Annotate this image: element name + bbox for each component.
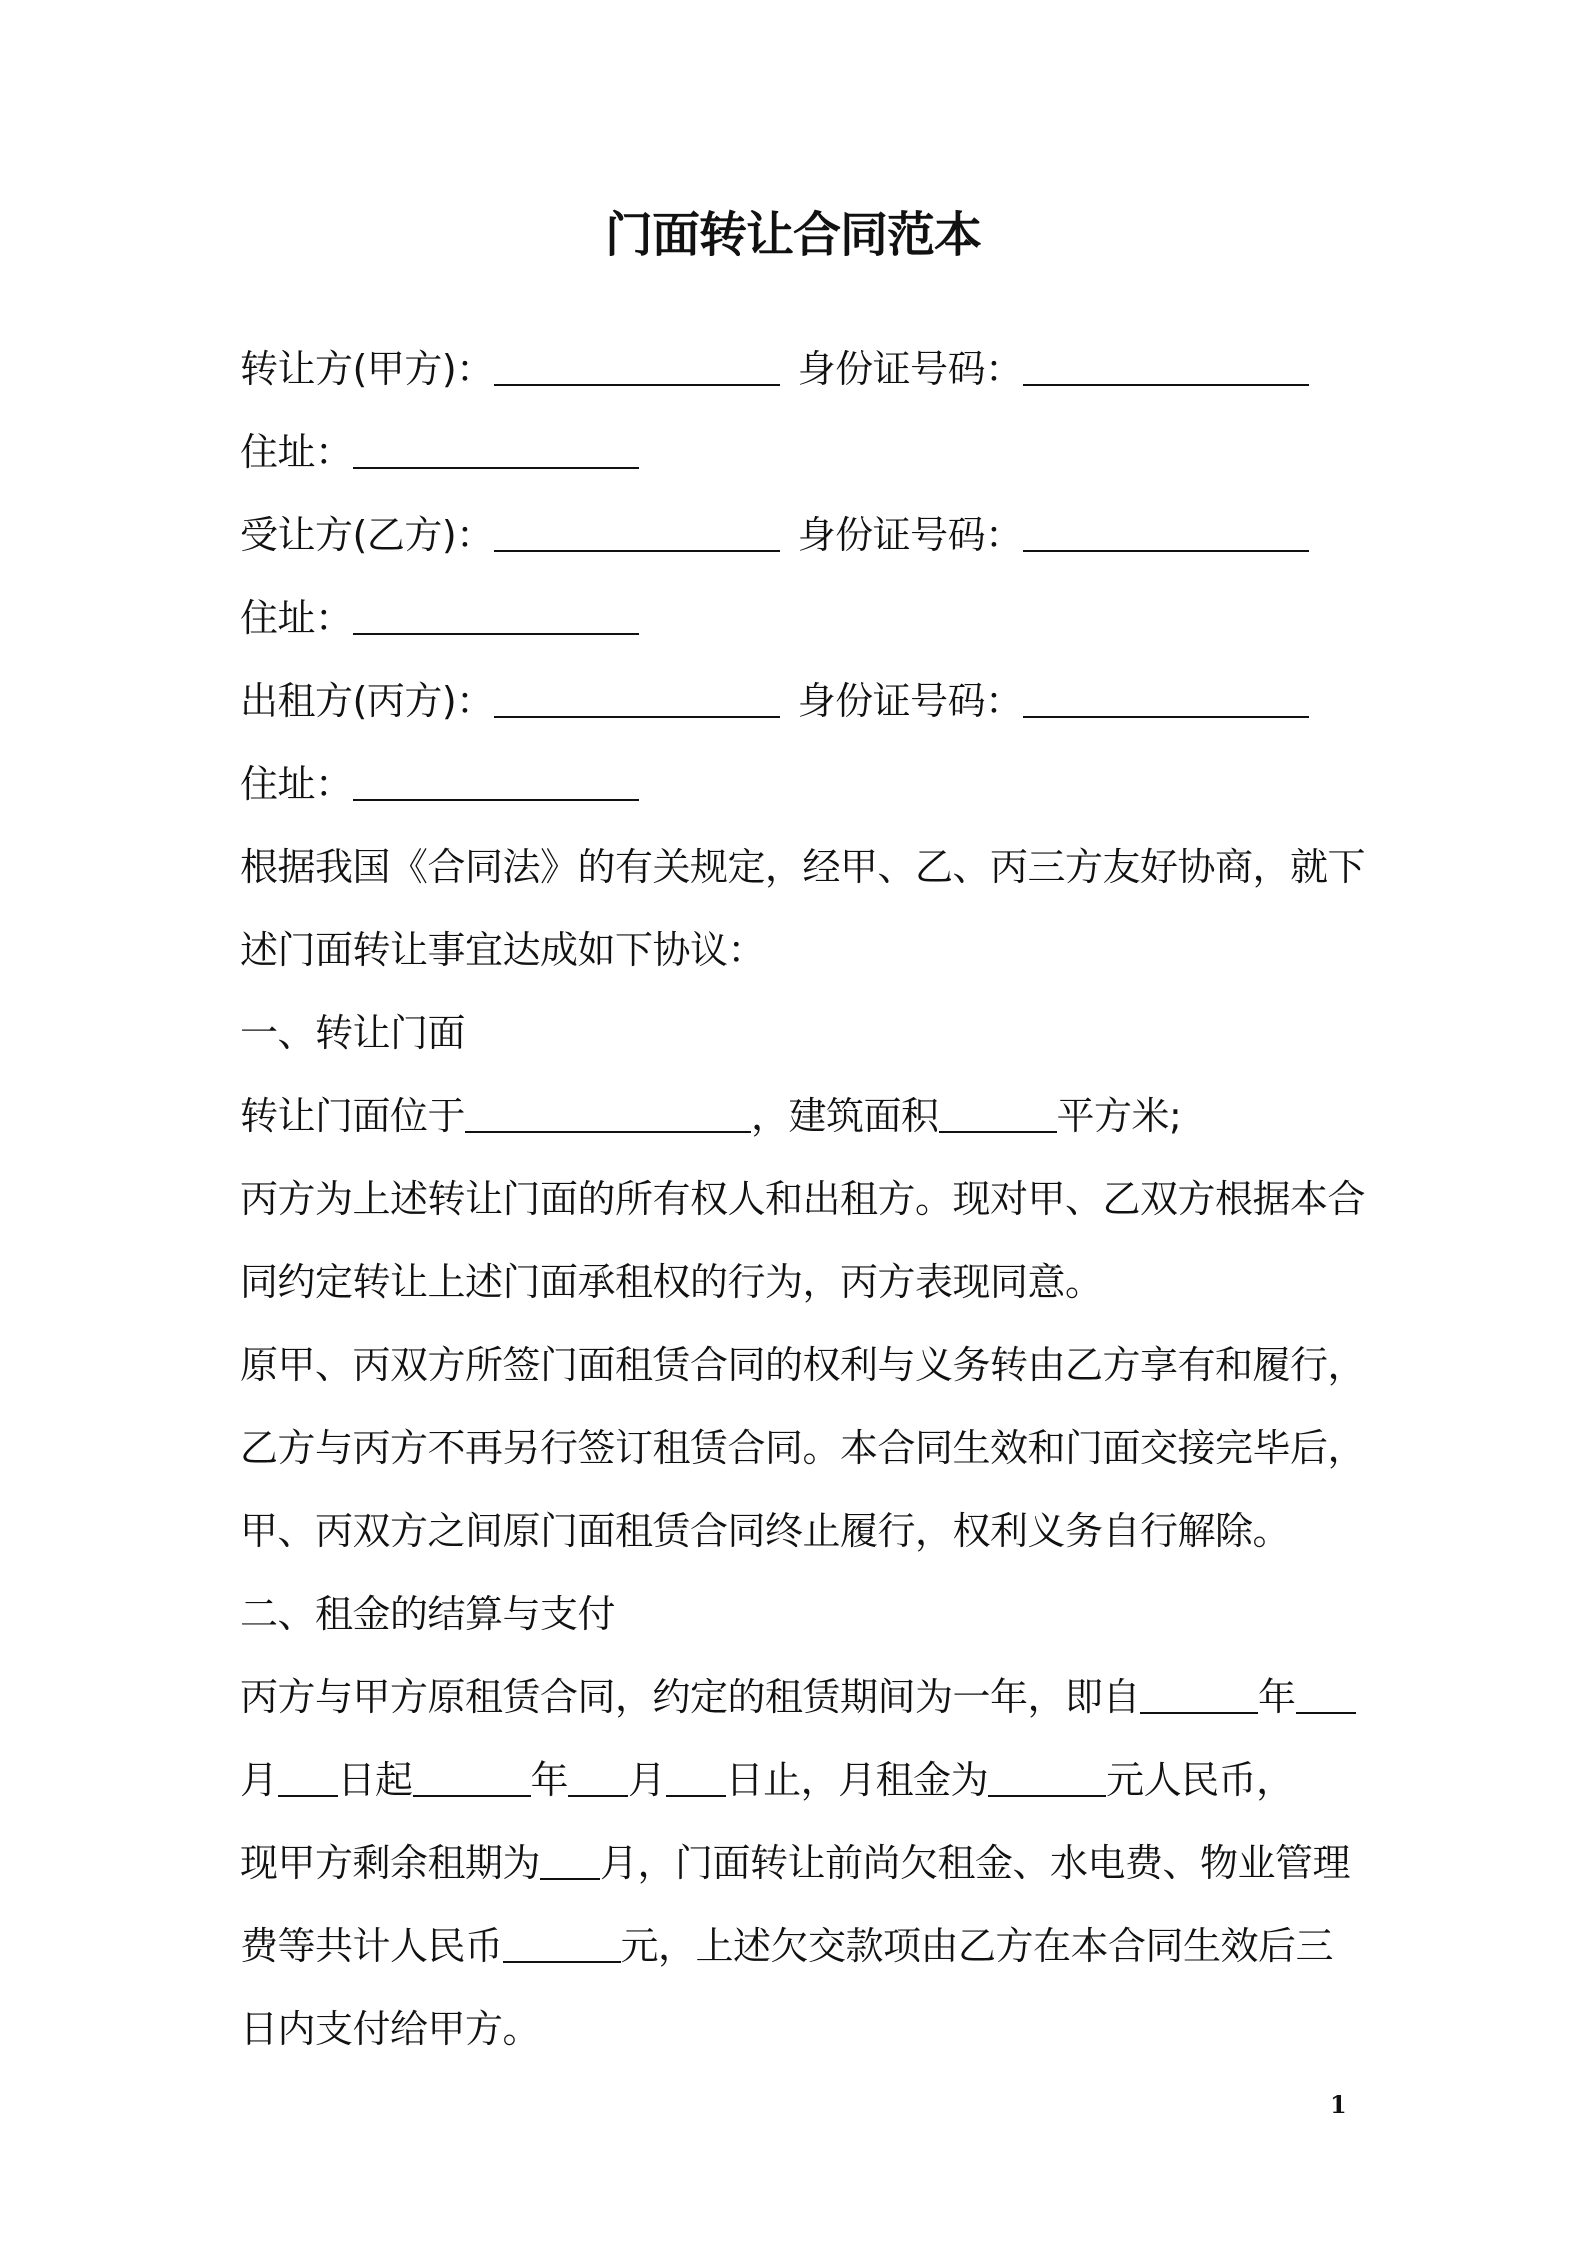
location-blank [465,1087,751,1133]
lessor-address-blank [353,755,639,801]
document-body [240,328,1366,2071]
s2-l1-a: 丙方与甲方原租赁合同，约定的租赁期间为一年，即自 [240,1675,1141,1719]
section1-location-line [240,1075,1360,1158]
document-title: 门面转让合同范本 [604,207,981,263]
end-month-blank [568,1751,628,1797]
section1-p3-line-1: 原甲、丙双方所签门面租赁合同的权利与义务转由乙方享有和履行， [240,1343,1366,1387]
section1-p3-line-2: 乙方与丙方不再另行签订租赁合同。本合同生效和门面交接完毕后， [240,1426,1366,1470]
section2-line-5: 日内支付给甲方。 [240,2007,541,2051]
transferee-address-label: 住址： [240,596,353,640]
s2-l1-b: 年 [1258,1675,1296,1719]
intro-line-1: 根据我国《合同法》的有关规定，经甲、乙、丙三方友好协商，就下 [240,845,1366,889]
page-number: 1 [1330,2090,1347,2119]
s2-l3-b: 月，门面转让前尚欠租金、水电费、物业管理 [600,1841,1351,1885]
lessor-name-blank [494,672,780,718]
s2-l2-d: 月 [628,1758,666,1802]
arrears-total-blank [503,1917,621,1963]
transferor-name-blank [494,340,780,386]
section2-line-4 [240,1905,1360,1988]
section1-heading: 一、转让门面 [240,1011,466,1055]
section1-p2-line-1: 丙方为上述转让门面的所有权人和出租方。现对甲、乙双方根据本合 [240,1177,1366,1221]
transferee-line [240,494,1360,577]
transferee-address-blank [353,589,639,635]
transferor-label: 转让方(甲方)： [240,347,494,391]
s2-l4-b: 元，上述欠交款项由乙方在本合同生效后三 [620,1924,1334,1968]
transferor-line [240,328,1360,411]
monthly-rent-blank [988,1751,1106,1797]
lessor-id-label: 身份证号码： [797,679,1023,723]
section1-p3-line-3: 甲、丙双方之间原门面租赁合同终止履行，权利义务自行解除。 [240,1509,1291,1553]
lessor-address-line [240,743,1360,826]
section2-line-1 [240,1656,1360,1739]
section1-p2-line-2: 同约定转让上述门面承租权的行为，丙方表现同意。 [240,1260,1103,1304]
transferee-id-label: 身份证号码： [797,513,1023,557]
s2-l2-f: 元人民币， [1106,1758,1294,1802]
end-year-blank [413,1751,531,1797]
lessor-address-label: 住址： [240,762,353,806]
start-year-blank [1140,1668,1258,1714]
s2-l2-c: 年 [530,1758,569,1802]
transferor-id-blank [1023,340,1309,386]
transferee-label: 受让方(乙方)： [240,513,494,557]
section2-heading: 二、租金的结算与支付 [240,1592,616,1636]
s2-l3-a: 现甲方剩余租期为 [240,1841,541,1885]
remaining-months-blank [540,1834,600,1880]
area-suffix: 平方米; [1056,1094,1182,1138]
transferee-id-blank [1023,506,1309,552]
section2-line-2 [240,1739,1360,1822]
transferee-name-blank [494,506,780,552]
location-prefix: 转让门面位于 [240,1094,466,1138]
start-month-blank [1296,1668,1356,1714]
area-blank [939,1087,1057,1133]
transferor-address-blank [353,423,639,469]
transferor-id-label: 身份证号码： [797,347,1023,391]
transferor-address-label: 住址： [240,430,353,474]
s2-l2-e: 日止，月租金为 [725,1758,989,1802]
s2-l2-a: 月 [240,1758,278,1802]
area-prefix: ，建筑面积 [751,1094,939,1138]
s2-l4-a: 费等共计人民币 [240,1924,503,1968]
lessor-id-blank [1023,672,1309,718]
lessor-line [240,660,1360,743]
transferor-address-line [240,411,1360,494]
end-day-blank [666,1751,726,1797]
s2-l2-b: 日起 [337,1758,413,1802]
section2-line-3 [240,1822,1360,1905]
start-day-blank [278,1751,338,1797]
lessor-label: 出租方(丙方)： [240,679,494,723]
intro-line-2: 述门面转让事宜达成如下协议： [240,928,766,972]
transferee-address-line [240,577,1360,660]
